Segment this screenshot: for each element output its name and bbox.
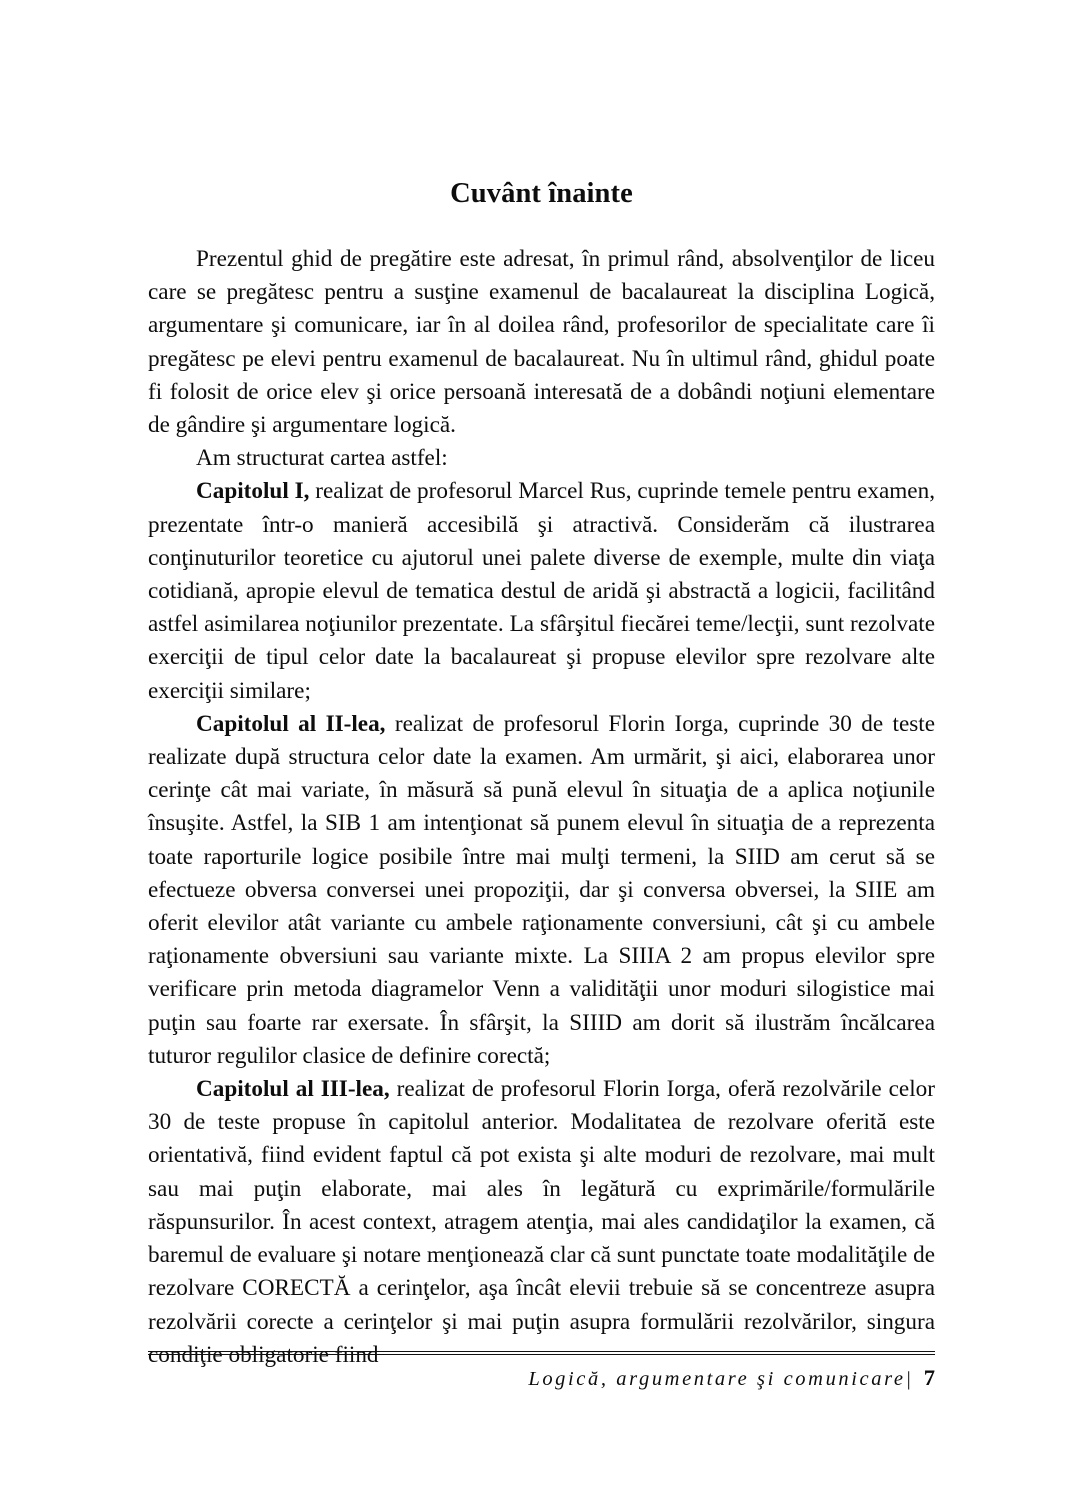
- chapter-lead-in: Capitolul al III-lea,: [196, 1076, 390, 1103]
- paragraph-intro: [148, 243, 935, 442]
- footer-divider: [148, 1351, 935, 1355]
- footer-content: [148, 1364, 935, 1393]
- footer-separator: |: [906, 1368, 911, 1390]
- paragraph-text: Am structurat cartea astfel:: [196, 445, 448, 472]
- chapter-lead-in: Capitolul al II-lea,: [196, 710, 386, 737]
- chapter-lead-in: Capitolul I,: [196, 478, 310, 505]
- page-title: Cuvânt înainte: [450, 178, 633, 210]
- paragraph-text: realizat de profesorul Florin Iorga, cuprinde 30 de teste realizate după structura celor date la examen. Am urmărit, şi aici, elaborarea unor cerinţe cât mai variate, în măsură să pună elevul în situaţia de a aplica noţiunile însuşite. Astfel, la SIB 1 am intenţionat să punem elevul în situaţia de a reprezenta toate raporturile logice posibile între mai mulţi termeni, la SIID am cerut să se efectueze obversa conversei unei propoziţii, dar şi conversa obversei, la SIIE am oferit elevilor atât variante cu ambele raţionamente conversiuni, cât şi cu ambele raţionamente obversiuni sau variante mixte. La SIIIA 2 am propus elevilor spre verificare prin metoda diagramelor Venn a validităţii unor moduri silogistice mai puţin sau foarte rar exersate. În sfârşit, la SIIID am dorit să ilustrăm încălcarea tuturor regulilor clasice de definire corectă;: [148, 710, 936, 1069]
- paragraph-chapter-1: [148, 475, 935, 707]
- paragraph-chapter-3: [148, 1073, 935, 1372]
- paragraph-text: Prezentul ghid de pregătire este adresat, în primul rând, absolvenţilor de liceu care se pregătesc pentru a susţine examenul de bacalaureat la disciplina Logică, argumentare şi comunicare, iar în al doilea rând, profesorilor de specialitate care îi pregătesc pe elevi pentru examenul de bacalaureat. Nu în ultimul rând, ghidul poate fi folosit de orice elev şi orice persoană interesată de a dobândi noţiuni elementare de gândire şi argumentare logică.: [148, 246, 935, 439]
- page-number: 7: [923, 1365, 935, 1390]
- footer-book-title: Logică, argumentare şi comunicare: [528, 1368, 906, 1390]
- paragraph-text: realizat de profesorul Florin Iorga, oferă rezolvările celor 30 de teste propuse în capitolul anterior. Modalitatea de rezolvare oferită este orientativă, fiind evident faptul că pot exista şi alte moduri de rezolvare, mai mult sau mai puţin elaborate, mai ales în legătură cu exprimările/formulările răspunsurilor. În acest context, atragem atenţia, mai ales candidaţilor la examen, că baremul de evaluare şi notare menţionează clar că sunt punctate toate modalităţile de rezolvare CORECTĂ a cerinţelor, aşa încât elevii trebuie să se concentreze asupra rezolvării corecte a cerinţelor şi mai puţin asupra formulării rezolvărilor, singura condiţie obligatorie fiind: [148, 1076, 935, 1368]
- page-footer: [148, 1351, 935, 1393]
- paragraph-chapter-2: [148, 708, 935, 1073]
- paragraph-text: realizat de profesorul Marcel Rus, cuprinde temele pentru examen, prezentate într-o manieră accesibilă şi atractivă. Considerăm că ilustrarea conţinuturilor teoretice cu ajutorul unei palete diverse de exemple, multe din viaţa cotidiană, apropie elevul de tematica destul de aridă şi abstractă a logicii, facilitând astfel asimilarea noţiunilor prezentate. La sfârşitul fiecărei teme/lecţii, sunt rezolvate exerciţii de tipul celor date la bacalaureat şi propuse elevilor spre rezolvare alte exerciţii similare;: [148, 478, 935, 704]
- paragraph-structure-note: [148, 442, 935, 475]
- body-text: [148, 243, 935, 1372]
